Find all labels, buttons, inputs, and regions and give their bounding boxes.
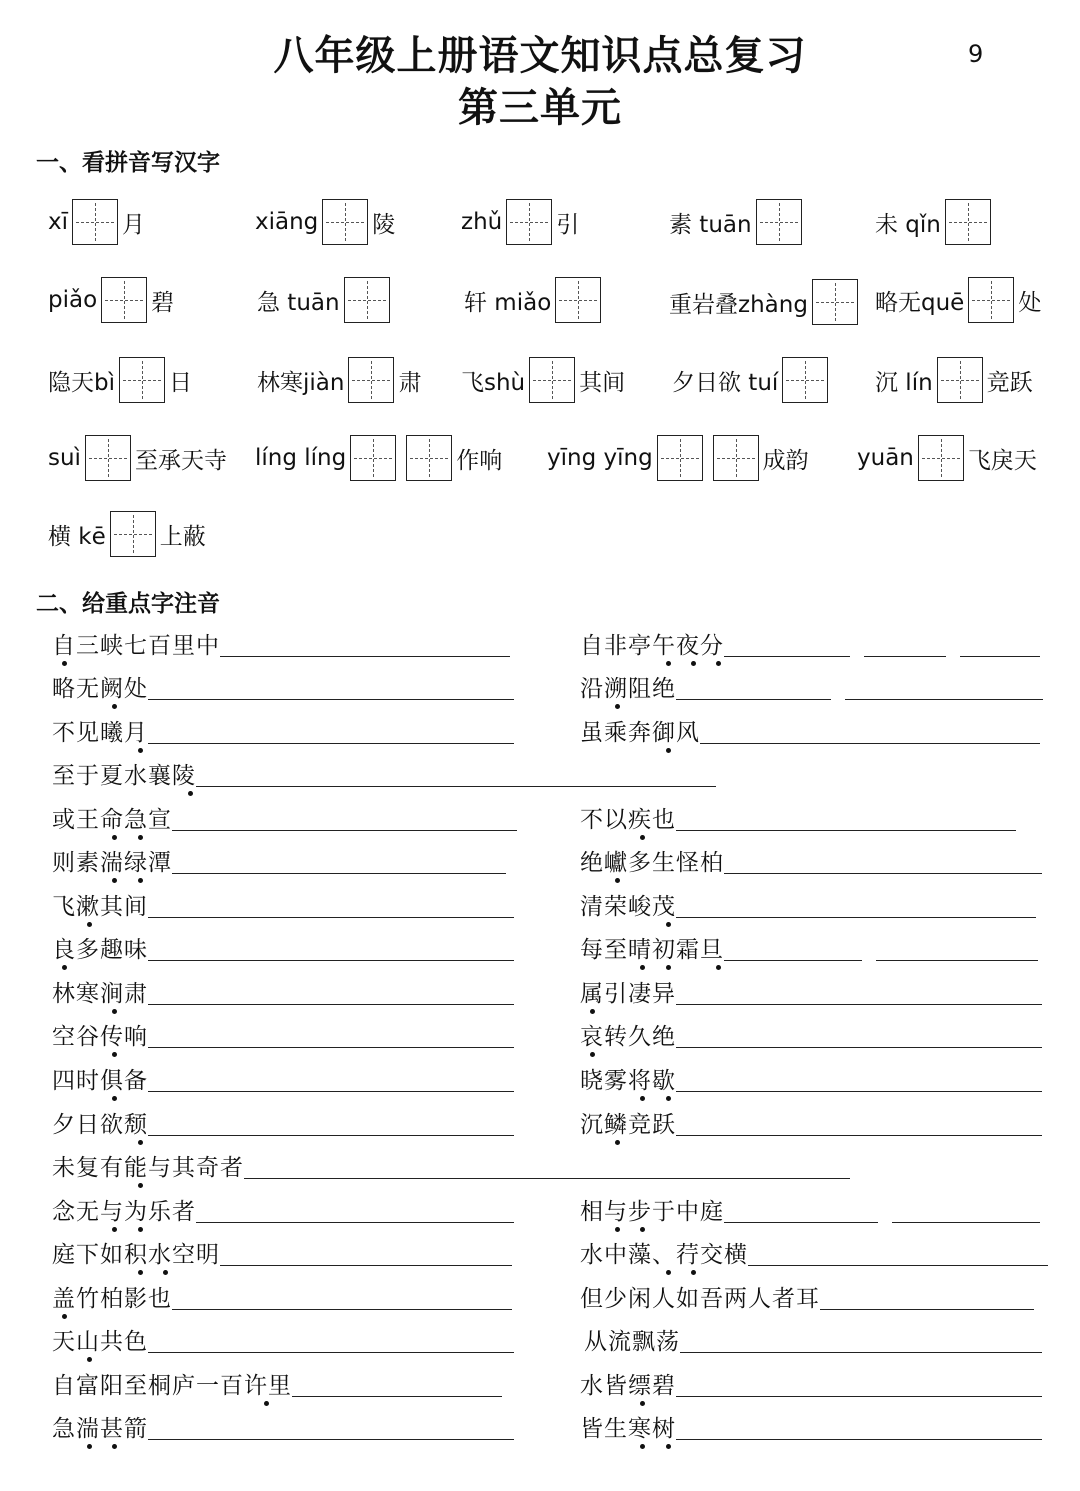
phonetic-line [52, 974, 514, 1008]
pinyin-prompt: zhǔ [461, 209, 503, 235]
pinyin-item [875, 356, 1033, 404]
phrase-text: 沿溯阻绝 [580, 670, 676, 703]
phonetic-line [52, 1148, 850, 1182]
pinyin-prompt: 林寒jiàn [257, 369, 345, 396]
emphasis-dot [138, 1270, 143, 1275]
pinyin-item [48, 356, 192, 404]
answer-box[interactable] [348, 357, 394, 403]
answer-blank[interactable] [148, 1004, 514, 1005]
phrase-text: 庭下如积水空明 [52, 1236, 220, 1269]
pinyin-item [547, 434, 809, 482]
answer-box[interactable] [101, 277, 147, 323]
phrase-text: 自非亭午夜分 [580, 627, 724, 660]
answer-blank[interactable] [148, 1047, 514, 1048]
pinyin-prompt: 重岩叠zhàng [669, 291, 808, 318]
pinyin-suffix: 至承天寺 [134, 447, 227, 474]
pinyin-prompt: piǎo [48, 287, 98, 313]
page-number: 9 [968, 40, 984, 68]
answer-blank[interactable] [676, 1439, 1042, 1440]
phonetic-line [52, 1235, 512, 1269]
answer-box[interactable] [322, 199, 368, 245]
emphasis-dot [62, 661, 67, 666]
pinyin-suffix: 上蔽 [159, 523, 206, 550]
pinyin-suffix: 肃 [398, 369, 422, 396]
phonetic-line [580, 1192, 1040, 1226]
emphasis-dot [62, 965, 67, 970]
emphasis-dot [62, 1314, 67, 1319]
pinyin-suffix: 竞跃 [986, 369, 1033, 396]
phonetic-line [580, 1409, 1042, 1443]
answer-box[interactable] [110, 511, 156, 557]
emphasis-dot [691, 661, 696, 666]
pinyin-prompt: xiāng [255, 209, 319, 235]
answer-blank[interactable] [864, 656, 946, 657]
answer-box[interactable] [406, 435, 452, 481]
pinyin-item [669, 198, 802, 246]
answer-blank[interactable] [676, 830, 1016, 831]
phrase-text: 从流飘荡 [584, 1329, 680, 1355]
emphasis-dot [716, 965, 721, 970]
pinyin-item [48, 276, 174, 324]
answer-box[interactable] [968, 277, 1014, 323]
answer-box[interactable] [812, 279, 858, 325]
answer-blank[interactable] [196, 786, 716, 787]
phrase-text: 飞漱其间 [52, 888, 148, 921]
emphasis-dot [163, 1270, 168, 1275]
emphasis-dot [640, 1227, 645, 1232]
pinyin-prompt: 横 kē [48, 523, 106, 550]
phrase-text: 四时俱备 [52, 1062, 148, 1095]
phrase-text: 急湍甚箭 [52, 1410, 148, 1443]
pinyin-item [857, 434, 1037, 482]
emphasis-dot [666, 661, 671, 666]
phonetic-line [52, 887, 514, 921]
phrase-text: 属引凄异 [580, 975, 676, 1008]
answer-blank[interactable] [148, 917, 514, 918]
phonetic-line [580, 1061, 1042, 1095]
emphasis-dot [666, 1096, 671, 1101]
phrase-text: 不以疾也 [580, 801, 676, 834]
phonetic-line [580, 930, 1038, 964]
answer-blank[interactable] [676, 1396, 1042, 1397]
emphasis-dot [138, 748, 143, 753]
phonetic-line [52, 713, 514, 747]
emphasis-dot [716, 661, 721, 666]
answer-blank[interactable] [724, 960, 862, 961]
emphasis-dot [112, 835, 117, 840]
answer-blank[interactable] [196, 1222, 514, 1223]
pinyin-item [875, 276, 1041, 324]
phonetic-line [580, 669, 1043, 703]
answer-box[interactable] [756, 199, 802, 245]
answer-blank[interactable] [724, 656, 850, 657]
emphasis-dot [138, 835, 143, 840]
pinyin-item [875, 198, 991, 246]
phrase-text: 皆生寒树 [580, 1410, 676, 1443]
emphasis-dot [112, 878, 117, 883]
emphasis-dot [590, 1052, 595, 1057]
pinyin-item [464, 276, 601, 324]
pinyin-prompt: 素 tuān [669, 211, 752, 238]
phonetic-line [580, 1235, 1048, 1269]
phonetic-line [580, 1279, 1034, 1313]
phrase-text: 清荣峻茂 [580, 888, 676, 921]
emphasis-dot [666, 922, 671, 927]
answer-box[interactable] [350, 435, 396, 481]
emphasis-dot [615, 1140, 620, 1145]
emphasis-dot [87, 1444, 92, 1449]
pinyin-prompt: xī [48, 209, 69, 235]
phonetic-line [52, 1322, 514, 1356]
pinyin-item [48, 198, 145, 246]
answer-blank[interactable] [676, 1004, 1042, 1005]
phrase-text: 水皆缥碧 [580, 1367, 676, 1400]
emphasis-dot [138, 878, 143, 883]
answer-box[interactable] [945, 199, 991, 245]
answer-blank[interactable] [680, 1352, 1042, 1353]
pinyin-prompt: 沉 lín [875, 369, 933, 396]
phrase-text: 则素湍绿潭 [52, 844, 172, 877]
phonetic-line [580, 887, 1036, 921]
answer-blank[interactable] [172, 873, 506, 874]
emphasis-dot [640, 1096, 645, 1101]
pinyin-prompt: 未 qǐn [875, 211, 941, 238]
emphasis-dot [264, 1401, 269, 1406]
answer-blank[interactable] [292, 1396, 502, 1397]
answer-box[interactable] [119, 357, 165, 403]
pinyin-suffix: 日 [169, 369, 192, 396]
phonetic-line [584, 1322, 1042, 1356]
phrase-text: 或王命急宣 [52, 801, 172, 834]
phonetic-line [580, 974, 1042, 1008]
pinyin-item [461, 198, 579, 246]
emphasis-dot [112, 704, 117, 709]
pinyin-item [255, 198, 395, 246]
answer-box[interactable] [937, 357, 983, 403]
answer-blank[interactable] [148, 1439, 514, 1440]
pinyin-item [672, 356, 828, 404]
answer-blank[interactable] [892, 1222, 1040, 1223]
pinyin-suffix: 引 [556, 211, 580, 238]
emphasis-dot [87, 1357, 92, 1362]
phrase-text: 哀转久绝 [580, 1018, 676, 1051]
emphasis-dot [590, 1009, 595, 1014]
pinyin-item [461, 356, 625, 404]
answer-blank[interactable] [960, 656, 1040, 657]
emphasis-dot [691, 1270, 696, 1275]
phonetic-line [52, 843, 506, 877]
phonetic-line [52, 930, 514, 964]
phrase-text: 沉鳞竞跃 [580, 1106, 676, 1139]
phrase-text: 天山共色 [52, 1323, 148, 1356]
answer-blank[interactable] [700, 743, 1040, 744]
pinyin-suffix: 作响 [456, 447, 503, 474]
phonetic-line [580, 713, 1040, 747]
phonetic-line [52, 1061, 514, 1095]
phrase-text: 良多趣味 [52, 931, 148, 964]
pinyin-item [48, 434, 227, 482]
phonetic-line [52, 1279, 512, 1313]
phrase-text: 虽乘奔御风 [580, 714, 700, 747]
phrase-text: 略无阙处 [52, 670, 148, 703]
phonetic-line [580, 1366, 1042, 1400]
emphasis-dot [615, 704, 620, 709]
pinyin-prompt: 夕日欲 tuí [672, 369, 779, 396]
answer-box[interactable] [555, 277, 601, 323]
phonetic-line [580, 1017, 1042, 1051]
answer-box[interactable] [918, 435, 964, 481]
phrase-text: 每至晴初霜旦 [580, 931, 724, 964]
phonetic-line [52, 1366, 502, 1400]
emphasis-dot [188, 791, 193, 796]
phrase-text: 相与步于中庭 [580, 1193, 724, 1226]
answer-blank[interactable] [244, 1178, 850, 1179]
answer-box[interactable] [657, 435, 703, 481]
answer-box[interactable] [506, 199, 552, 245]
answer-blank[interactable] [148, 1091, 514, 1092]
phonetic-line [580, 1105, 1042, 1139]
pinyin-item [669, 278, 858, 326]
pinyin-prompt: 急 tuān [257, 289, 340, 316]
answer-blank[interactable] [724, 873, 1042, 874]
emphasis-dot [112, 1052, 117, 1057]
phrase-text: 晓雾将歇 [580, 1062, 676, 1095]
phrase-text: 夕日欲颓 [52, 1106, 148, 1139]
section-heading-phonetic: 二、给重点字注音 [36, 591, 220, 617]
phrase-text: 自三峡七百里中 [52, 627, 220, 660]
emphasis-dot [666, 965, 671, 970]
emphasis-dot [666, 1270, 671, 1275]
phrase-text: 盖竹柏影也 [52, 1280, 172, 1313]
answer-blank[interactable] [148, 743, 514, 744]
emphasis-dot [615, 1227, 620, 1232]
phonetic-line [52, 1192, 514, 1226]
answer-blank[interactable] [876, 960, 1038, 961]
pinyin-prompt: 隐天bì [48, 369, 115, 396]
answer-blank[interactable] [220, 656, 510, 657]
pinyin-prompt: 飞shù [461, 369, 526, 396]
answer-box[interactable] [85, 435, 131, 481]
phrase-text: 但少闲人如吾两人者耳 [580, 1286, 820, 1312]
answer-blank[interactable] [148, 1352, 514, 1353]
emphasis-dot [138, 1227, 143, 1232]
answer-box[interactable] [529, 357, 575, 403]
emphasis-dot [615, 878, 620, 883]
answer-blank[interactable] [724, 1222, 878, 1223]
answer-box[interactable] [344, 277, 390, 323]
answer-blank[interactable] [148, 699, 514, 700]
pinyin-item [257, 356, 421, 404]
emphasis-dot [112, 1009, 117, 1014]
phonetic-line [52, 669, 514, 703]
phrase-text: 绝巘多生怪柏 [580, 844, 724, 877]
phonetic-line [580, 626, 1040, 660]
phonetic-line [52, 1105, 514, 1139]
answer-blank[interactable] [172, 830, 517, 831]
pinyin-item [257, 276, 390, 324]
phonetic-line [52, 800, 517, 834]
section-heading-pinyin: 一、看拼音写汉字 [36, 150, 220, 176]
pinyin-prompt: yīng yīng [547, 445, 653, 471]
emphasis-dot [640, 965, 645, 970]
emphasis-dot [666, 748, 671, 753]
answer-blank[interactable] [676, 1135, 1042, 1136]
emphasis-dot [640, 835, 645, 840]
phonetic-line [52, 626, 510, 660]
answer-box[interactable] [713, 435, 759, 481]
emphasis-dot [87, 922, 92, 927]
answer-blank[interactable] [748, 1265, 1048, 1266]
phrase-text: 林寒涧肃 [52, 975, 148, 1008]
pinyin-item [255, 434, 502, 482]
emphasis-dot [112, 1444, 117, 1449]
answer-blank[interactable] [676, 1047, 1042, 1048]
pinyin-prompt: 轩 miǎo [464, 289, 552, 316]
phrase-text: 空谷传响 [52, 1018, 148, 1051]
answer-blank[interactable] [172, 1309, 512, 1310]
answer-blank[interactable] [820, 1309, 1034, 1310]
answer-blank[interactable] [148, 1135, 514, 1136]
answer-blank[interactable] [676, 1091, 1042, 1092]
phonetic-line [52, 1409, 514, 1443]
pinyin-suffix: 碧 [151, 289, 175, 316]
answer-box[interactable] [72, 199, 118, 245]
pinyin-suffix: 其间 [579, 369, 626, 396]
answer-box[interactable] [782, 357, 828, 403]
answer-blank[interactable] [676, 917, 1036, 918]
phonetic-line [52, 756, 716, 790]
phrase-text: 至于夏水襄陵 [52, 757, 196, 790]
phonetic-line [580, 800, 1016, 834]
phrase-text: 念无与为乐者 [52, 1193, 196, 1226]
phrase-text: 水中藻、荇交横 [580, 1236, 748, 1269]
phonetic-line [52, 1017, 514, 1051]
emphasis-dot [138, 1140, 143, 1145]
answer-blank[interactable] [845, 699, 1043, 700]
pinyin-prompt: líng líng [255, 445, 347, 471]
emphasis-dot [112, 1096, 117, 1101]
pinyin-suffix: 飞戾天 [967, 447, 1037, 474]
emphasis-dot [112, 1227, 117, 1232]
pinyin-suffix: 月 [122, 211, 146, 238]
pinyin-prompt: 略无quē [875, 289, 965, 316]
phrase-text: 自富阳至桐庐一百许里 [52, 1367, 292, 1400]
phonetic-line [580, 843, 1042, 877]
pinyin-suffix: 陵 [372, 211, 396, 238]
answer-blank[interactable] [220, 1265, 512, 1266]
pinyin-prompt: suì [48, 445, 81, 471]
pinyin-item [48, 510, 206, 558]
answer-blank[interactable] [676, 699, 831, 700]
unit-title: 第三单元 [458, 85, 622, 131]
pinyin-suffix: 处 [1018, 289, 1042, 316]
phrase-text: 未复有能与其奇者 [52, 1149, 244, 1182]
emphasis-dot [640, 1444, 645, 1449]
pinyin-suffix: 成韵 [762, 447, 809, 474]
emphasis-dot [640, 1401, 645, 1406]
page-title: 八年级上册语文知识点总复习 [273, 33, 807, 79]
pinyin-prompt: yuān [857, 445, 914, 471]
phrase-text: 不见曦月 [52, 714, 148, 747]
emphasis-dot [666, 1444, 671, 1449]
emphasis-dot [138, 1183, 143, 1188]
answer-blank[interactable] [148, 960, 514, 961]
